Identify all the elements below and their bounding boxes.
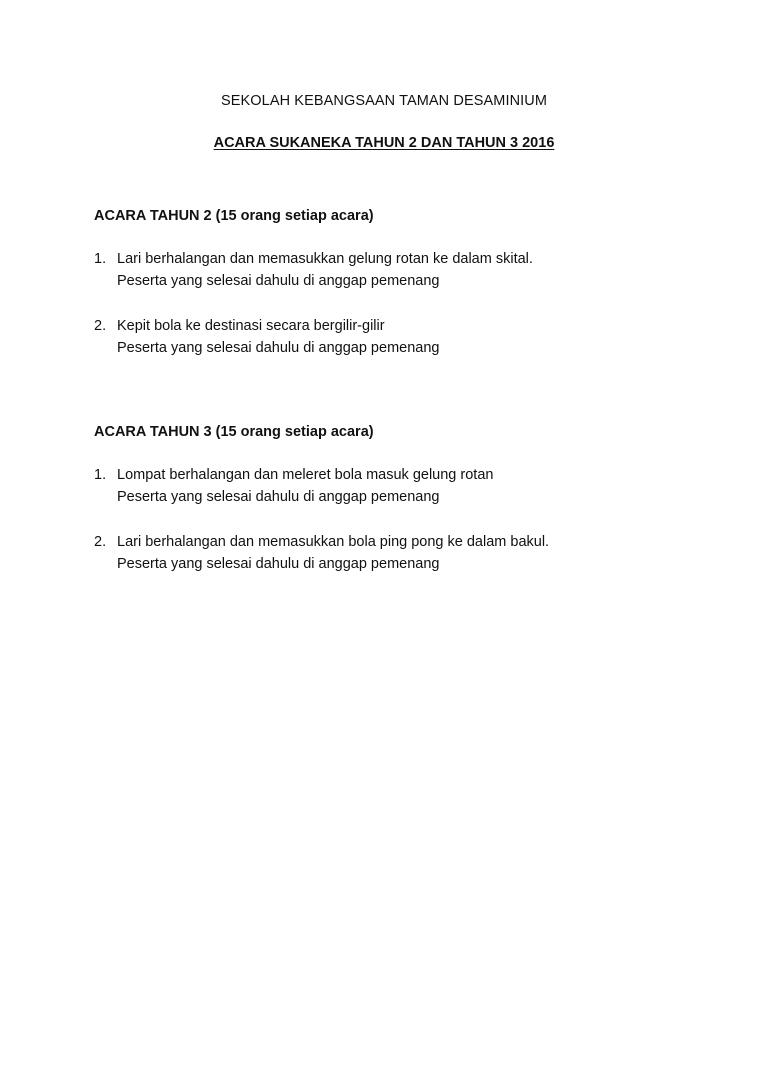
event-rule: Peserta yang selesai dahulu di anggap pemenang [117,489,440,505]
event-item [94,248,714,292]
school-name: SEKOLAH KEBANGSAAN TAMAN DESAMINIUM [220,93,548,109]
event-description [117,248,533,292]
section-heading: ACARA TAHUN 3 (15 orang setiap acara) [94,424,374,440]
event-number: 1. [94,467,107,483]
event-rule: Peserta yang selesai dahulu di anggap pemenang [117,556,440,572]
section-tahun-2 [94,206,714,382]
event-line: Lari berhalangan dan memasukkan gelung rotan ke dalam skital. [117,251,533,267]
event-number: 2. [94,318,107,334]
event-item [94,531,714,575]
event-rule: Peserta yang selesai dahulu di anggap pemenang [117,273,440,289]
event-rule: Peserta yang selesai dahulu di anggap pemenang [117,340,440,356]
event-description [117,531,549,575]
event-line: Lari berhalangan dan memasukkan bola ping pong ke dalam bakul. [117,534,550,550]
event-description [117,464,493,508]
section-heading: ACARA TAHUN 2 (15 orang setiap acara) [94,208,374,224]
event-item [94,315,714,359]
event-number: 1. [94,251,107,267]
event-description [117,315,439,359]
section-tahun-3 [94,422,714,598]
event-line: Kepit bola ke destinasi secara bergilir-gilir [117,318,385,334]
document-title: ACARA SUKANEKA TAHUN 2 DAN TAHUN 3 2016 [213,135,555,151]
event-number: 2. [94,534,107,550]
event-line: Lompat berhalangan dan meleret bola masuk gelung rotan [117,467,494,483]
event-item [94,464,714,508]
